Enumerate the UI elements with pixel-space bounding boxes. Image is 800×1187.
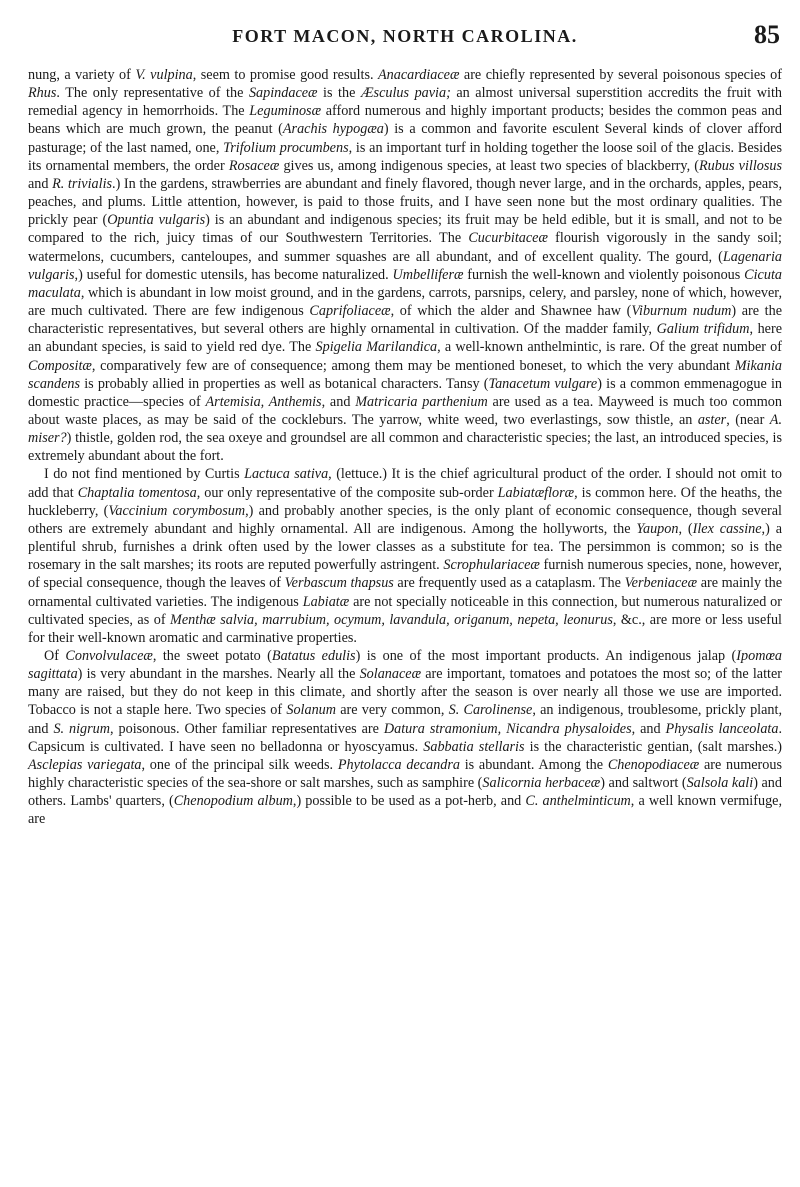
italic-text: Solanum: [286, 702, 337, 719]
italic-text: Asclepias variegata: [28, 756, 142, 773]
italic-text: Arachis hypogæa: [282, 121, 384, 138]
text-run: ) is one of the most important products. An indigenous jalap (: [355, 648, 737, 664]
text-run: ) is very abundant in the marshes. Nearly all the: [77, 666, 360, 683]
text-run: ,) possible to be used as a pot-herb, and: [292, 793, 526, 810]
text-run: furnish the well-known and violently poisonous: [463, 266, 745, 283]
italic-text: Mikania scandens: [28, 357, 782, 392]
text-run: , and: [321, 393, 356, 410]
italic-text: Sabbatia stellaris: [423, 738, 525, 755]
text-run: flourish vigorously in the sandy soil; watermelons, cucumbers, canteloupes, and summer squashes are all abundant, and of excellent quality. The gourd, (: [28, 230, 782, 265]
paragraph: [28, 465, 782, 647]
text-run: , the sweet potato (: [152, 648, 272, 664]
italic-text: Viburnum nudum: [631, 303, 732, 320]
text-run: are frequently used as a cataplasm. The: [393, 575, 625, 592]
italic-text: Convolvulaceæ: [65, 648, 153, 664]
text-run: , here an abundant species, is said to yield red dye. The: [28, 321, 782, 356]
text-run: , &c., are more or less useful for their well-known aromatic and carminative properties.: [28, 611, 782, 646]
italic-text: Tanacetum vulgare: [488, 375, 598, 392]
italic-text: V. vulpina: [135, 67, 193, 83]
italic-text: Galium trifidum: [656, 321, 750, 338]
italic-text: Chenopodium album: [173, 793, 293, 810]
text-run: are numerous highly characteristic species of the sea-shore or salt marshes, such as samphire (: [28, 756, 782, 792]
italic-text: C. anthelminticum: [525, 793, 631, 810]
text-run: . The only representative of the: [56, 85, 249, 102]
text-run: and: [28, 175, 53, 192]
italic-text: Matricaria parthenium: [355, 393, 488, 410]
text-run: nung, a variety of: [28, 67, 136, 83]
italic-text: Anacardiaceæ: [378, 67, 460, 83]
italic-text: Ilex cassine: [692, 520, 762, 537]
running-title: FORT MACON, NORTH CAROLINA.: [232, 26, 578, 46]
text-run: , (lettuce.) It is the chief agricultural product of the order. I should not omit to add that: [28, 466, 782, 501]
page-number: 85: [754, 20, 780, 49]
italic-text: Æsculus pavia;: [360, 85, 451, 102]
text-run: ) is a common emmenagogue in domestic practice—species of: [28, 375, 782, 410]
italic-text: Trifolium procumbens: [223, 139, 349, 156]
italic-text: A. miser?: [28, 411, 783, 447]
text-run: ) is an abundant and indigenous species; its fruit may be held edible, but it is small, and not to be compared to the rich, juicy timas of our Southwestern Territories. The: [28, 212, 782, 247]
italic-text: Scrophulariaceæ: [443, 557, 540, 574]
text-run: is abundant. Among the: [459, 756, 608, 773]
text-run: ) is a common and favorite esculent Several kinds of clover afford pasturage; of the last named, one,: [28, 121, 782, 156]
italic-text: Ipomœa sagittata: [28, 648, 782, 683]
running-head: [28, 20, 782, 60]
text-run: is the characteristic gentian, (salt marshes.): [524, 738, 782, 755]
text-run: are not specially noticeable in this connection, but numerous naturalized or cultivated species, as of: [28, 593, 782, 628]
text-run: afford numerous and highly important products; besides the common peas and beans which are much grown, the peanut (: [28, 103, 782, 138]
italic-text: Sapindaceæ: [248, 85, 318, 102]
italic-text: Yaupon: [636, 520, 679, 537]
italic-text: Verbascum thapsus: [284, 575, 394, 592]
text-run: , (: [678, 520, 693, 537]
text-run: , and: [631, 720, 666, 737]
italic-text: Salsola kali: [686, 775, 754, 792]
italic-text: Chaptalia tomentosa: [77, 484, 197, 501]
italic-text: Phytolacca decandra: [337, 756, 460, 773]
text-run: . Capsicum is cultivated. I have seen no belladonna or hyoscyamus.: [28, 720, 782, 755]
text-run: , poisonous. Other familiar representatives are: [110, 720, 384, 737]
text-run: Of: [44, 648, 66, 664]
italic-text: Rhus: [28, 85, 57, 102]
text-run: , comparatively few are of consequence; among them may be mentioned boneset, to which the very abundant: [91, 357, 735, 374]
italic-text: Vaccinium corymbosum: [108, 502, 246, 519]
paragraph: [28, 647, 782, 829]
text-run: , one of the principal silk weeds.: [141, 756, 338, 773]
text-run: are used as a tea. Mayweed is much too common about waste places, as may be said of the cockleburs. The yarrow, white weed, two everlastings, sow thistle, an: [28, 393, 782, 428]
text-run: , of which the alder and Shawnee haw (: [390, 303, 632, 320]
text-run: is probably allied in properties as well as botanical characters. Tansy (: [80, 375, 489, 392]
text-run: are very common,: [336, 702, 449, 719]
paragraph: [28, 66, 782, 465]
italic-text: Labiatæ: [302, 593, 350, 610]
text-run: , a well-known anthelmintic, is rare. Of the great number of: [437, 339, 782, 356]
text-run: ) are the characteristic representatives, but several others are highly ornamental in cultivation. Of the madder family,: [28, 303, 782, 338]
italic-text: Batatus edulis: [271, 648, 356, 664]
italic-text: Cicuta maculata: [28, 266, 782, 301]
body-text: [28, 66, 782, 829]
text-run: , is an important turf in holding together the loose soil of the glacis. Besides its ornamental members, the order: [28, 139, 782, 174]
italic-text: R. trivialis: [52, 175, 113, 192]
italic-text: S. Carolinense: [448, 702, 533, 719]
text-run: are important, tomatoes and potatoes the most so; of the latter many are raised, but they do not keep in this climate, and shortly after the season is over nearly all those we use are imported. Tobacco is not a staple here. Two species of: [28, 666, 783, 719]
italic-text: S. nigrum: [53, 720, 111, 737]
text-run: , seem to promise good results.: [192, 67, 378, 83]
italic-text: Cucurbitaceæ: [468, 230, 548, 247]
text-run: is the: [317, 85, 361, 102]
italic-text: Caprifoliaceæ: [309, 303, 391, 320]
text-run: furnish numerous species, none, however, of special consequence, though the leaves of: [28, 557, 782, 592]
italic-text: Compositæ: [28, 357, 92, 374]
italic-text: Umbelliferæ: [392, 266, 464, 283]
italic-text: aster: [697, 411, 727, 428]
italic-text: Rosaceæ: [228, 157, 280, 174]
italic-text: Salicornia herbaceæ: [482, 775, 601, 792]
italic-text: Artemisia, Anthemis: [205, 393, 322, 410]
text-run: ,) a plentiful shrub, furnishes a drink often used by the lower classes as a substitute for tea. The persimmon is common; so is the rosemary in the salt marshes; its roots are reputed powerfully astringent.: [28, 520, 783, 574]
italic-text: Chenopodiaceæ: [607, 756, 700, 773]
italic-text: Solanaceæ: [359, 666, 422, 683]
text-run: .) In the gardens, strawberries are abundant and finely flavored, though never large, and in the orchards, apples, pears, peaches, and plums. Little attention, however, is paid to those fruits, and I have seen none but the most ordinary qualities. The prickly pear (: [28, 175, 782, 229]
italic-text: Physalis lanceolata: [665, 720, 779, 737]
text-run: are chiefly represented by several poisonous species of: [459, 67, 782, 83]
text-run: , an indigenous, troublesome, prickly plant, and: [28, 702, 782, 737]
text-run: ,) useful for domestic utensils, has become naturalized.: [74, 266, 393, 283]
text-run: are mainly the ornamental cultivated varieties. The indigenous: [28, 575, 782, 610]
text-run: an almost universal superstition accredits the fruit with remedial agency in hemorrhoids. The: [28, 85, 782, 120]
text-run: , a well known vermifuge, are: [28, 793, 783, 828]
text-run: I do not find mentioned by Curtis: [44, 466, 245, 483]
italic-text: Lagenaria vulgaris: [28, 248, 782, 283]
italic-text: Datura stramonium, Nicandra physaloides: [383, 720, 632, 737]
text-run: ) and saltwort (: [600, 775, 687, 792]
text-run: , (near: [726, 411, 770, 428]
italic-text: Labiatæfloræ: [497, 484, 575, 501]
text-run: , which is abundant in low moist ground, and in the gardens, carrots, parsnips, celery, and parsley, none of which, however, are much cultivated. There are few indigenous: [28, 284, 782, 320]
italic-text: Opuntia vulgaris: [107, 212, 206, 229]
italic-text: Rubus villosus: [699, 157, 782, 174]
italic-text: Lactuca sativa: [244, 466, 329, 483]
text-run: ,) and probably another species, is the only plant of economic consequence, though several others are extremely abundant and highly ornamental. All are indigenous. Among the hollyworts, the: [28, 502, 782, 537]
text-run: , is common here. Of the heaths, the huckleberry, (: [28, 484, 783, 519]
text-run: gives us, among indigenous species, at least two species of blackberry, (: [279, 157, 700, 174]
book-page: [28, 20, 782, 829]
text-run: ) and others. Lambs' quarters, (: [28, 775, 782, 810]
text-run: , our only representative of the composite sub-order: [196, 484, 498, 501]
text-run: ) thistle, golden rod, the sea oxeye and groundsel are all common and characteristic species; the last, an introduced species, is extremely abundant about the fort.: [28, 430, 782, 465]
italic-text: Menthæ salvia, marrubium, ocymum, lavandula, origanum, nepeta, leonurus: [170, 611, 613, 628]
italic-text: Spigelia Marilandica: [315, 339, 438, 356]
italic-text: Leguminosæ: [249, 103, 322, 120]
italic-text: Verbeniaceæ: [624, 575, 698, 592]
